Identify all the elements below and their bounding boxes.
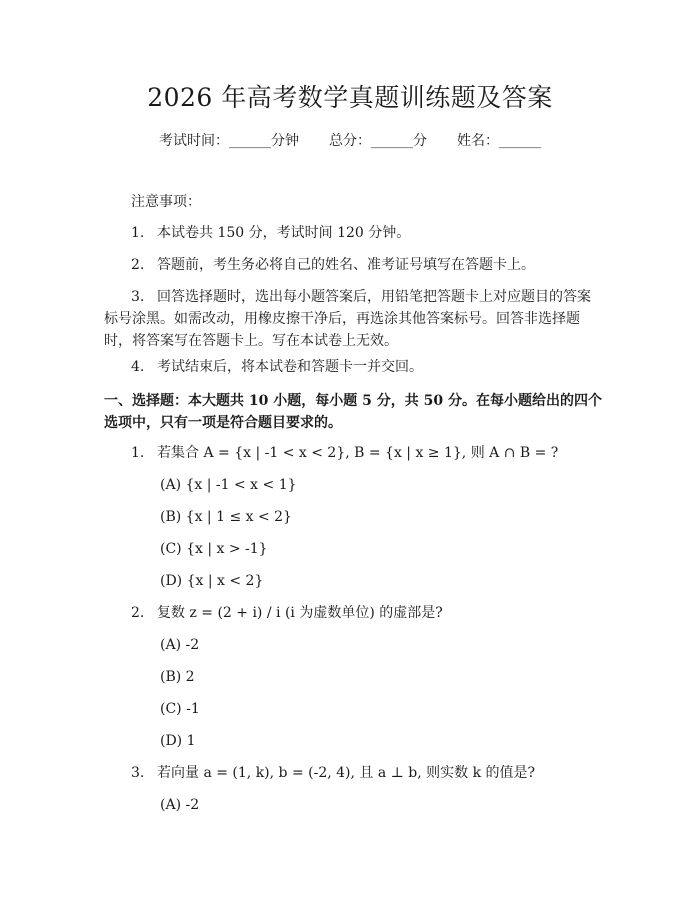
answer-option: (B) 2: [160, 669, 195, 685]
notice-item-text: 回答选择题时，选出每小题答案后，用铅笔把答题卡上对应题目的答案标号涂黑。如需改动，用橡皮擦干净后，再选涂其他答案标号。回答非选择题时，将答案写在答题卡上。写在本试卷上无效。: [104, 289, 591, 349]
answer-option: (C) -1: [160, 701, 200, 717]
notice-item: [104, 356, 602, 378]
answer-option: (B) {x | 1 ≤ x < 2}: [160, 509, 292, 525]
answer-option: (D) 1: [160, 733, 196, 749]
notice-item-number: 1.: [131, 225, 145, 241]
total-score-label: 总分：______分: [329, 133, 427, 149]
question-stem: [131, 603, 611, 623]
answer-option: (C) {x | x > -1}: [160, 541, 268, 557]
name-label: 姓名：______: [457, 133, 541, 149]
section-heading: 一、选择题：本大题共 10 小题，每小题 5 分，共 50 分。在每小题给出的四个选项中，只有一项是符合题目要求的。: [104, 393, 602, 431]
answer-option: (A) {x | -1 < x < 1}: [160, 477, 297, 493]
notice-item-text: 答题前，考生务必将自己的姓名、准考证号填写在答题卡上。: [157, 257, 535, 273]
notice-item: [104, 254, 602, 276]
notice-item-text: 考试结束后，将本试卷和答题卡一并交回。: [157, 359, 423, 375]
exam-meta-line: [0, 130, 700, 152]
notice-item-number: 3.: [131, 289, 145, 305]
question-text: 若集合 A = {x | -1 < x < 2}, B = {x | x ≥ 1}, 则 A ∩ B = ?: [157, 445, 559, 461]
notice-item-text: 本试卷共 150 分，考试时间 120 分钟。: [157, 225, 411, 241]
question-stem: [131, 443, 611, 463]
question-text: 复数 z = (2 + i) / i (i 为虚数单位) 的虚部是?: [157, 605, 443, 621]
page-title: 2026 年高考数学真题训练题及答案: [147, 83, 553, 112]
question-text: 若向量 a = (1, k), b = (-2, 4), 且 a ⊥ b, 则实数 k 的值是?: [157, 765, 536, 781]
notice-item-number: 4.: [131, 359, 145, 375]
question-number: 3.: [131, 765, 145, 781]
question-number: 2.: [131, 605, 145, 621]
question-stem: [131, 763, 611, 783]
question-number: 1.: [131, 445, 145, 461]
answer-option: (A) -2: [160, 637, 200, 653]
notice-item-number: 2.: [131, 257, 145, 273]
notice-heading: 注意事项：: [131, 194, 201, 210]
exam-time-label: 考试时间：______分钟: [159, 133, 299, 149]
notice-item: [104, 286, 602, 352]
answer-option: (A) -2: [160, 797, 200, 813]
answer-option: (D) {x | x < 2}: [160, 573, 264, 589]
notice-item: [104, 222, 602, 244]
